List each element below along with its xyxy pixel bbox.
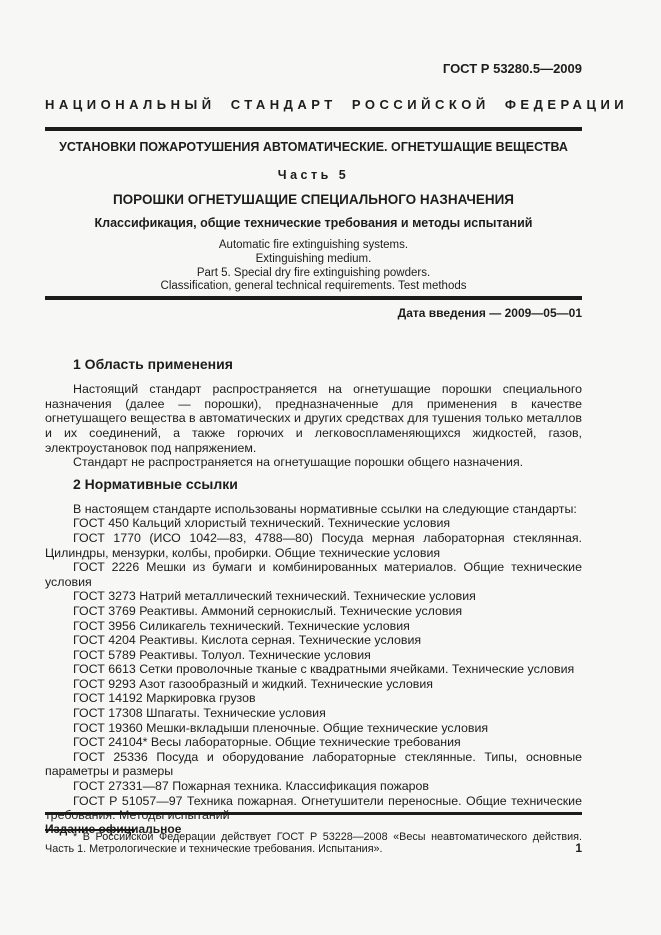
- effective-date: Дата введения — 2009—05—01: [397, 306, 582, 321]
- reference-item: ГОСТ 17308 Шпагаты. Технические условия: [73, 706, 326, 721]
- reference-item: ГОСТ 1770 (ИСО 1042—83, 4788—80) Посуда мерная лабораторная стеклянная. Цилиндры, мензурки, колбы, пробирки. Общие технические условия: [45, 530, 582, 560]
- english-title-line: Part 5. Special dry fire extinguishing powders.: [196, 266, 431, 279]
- reference-item: ГОСТ Р 51057—97 Техника пожарная. Огнетушители переносные. Общие технические требования. Методы испытаний: [45, 793, 582, 823]
- part-label: Часть 5: [277, 168, 350, 182]
- section-1-paragraph: Настоящий стандарт распространяется на огнетушащие порошки специального назначения (далее — порошки), предназначенные для применения в качестве огнетушащего вещества в автоматических и других средствах для тушения только металлов и их соединений, а также горючих и легковоспламеняющихся жидкостей, газов, электроустановок под напряжением.: [45, 382, 582, 455]
- document-subtitle: ПОРОШКИ ОГНЕТУШАЩИЕ СПЕЦИАЛЬНОГО НАЗНАЧЕНИЯ: [112, 192, 515, 207]
- reference-item: ГОСТ 3273 Натрий металлический технический. Технические условия: [73, 589, 476, 604]
- english-title-line: Automatic fire extinguishing systems.: [218, 239, 409, 251]
- reference-item: ГОСТ 450 Кальций хлористый технический. Технические условия: [73, 516, 451, 531]
- doc-number: ГОСТ Р 53280.5—2009: [442, 61, 582, 76]
- edition-note: Издание официальное: [45, 822, 182, 836]
- english-title-line: Classification, general technical requirements. Test methods: [160, 280, 467, 293]
- section-2-intro: В настоящем стандарте использованы нормативные ссылки на следующие стандарты:: [73, 501, 577, 516]
- section-1-paragraph: Стандарт не распространяется на огнетушащие порошки общего назначения.: [73, 455, 524, 470]
- reference-item: ГОСТ 3769 Реактивы. Аммоний сернокислый. Технические условия: [73, 603, 463, 618]
- reference-item: ГОСТ 24104* Весы лабораторные. Общие технические требования: [73, 735, 461, 750]
- page-number: 1: [575, 841, 582, 855]
- reference-item: ГОСТ 9293 Азот газообразный и жидкий. Технические условия: [73, 676, 433, 691]
- document-subsubtitle: Классификация, общие технические требования и методы испытаний: [94, 216, 533, 230]
- section-1-heading: 1 Область применения: [73, 356, 233, 373]
- section-2-heading: 2 Нормативные ссылки: [73, 475, 238, 492]
- section-1-body: [45, 382, 582, 470]
- reference-item: ГОСТ 5789 Реактивы. Толуол. Технические условия: [73, 647, 371, 662]
- english-title-line: Extinguishing medium.: [255, 252, 372, 265]
- reference-item: ГОСТ 3956 Силикагель технический. Технические условия: [73, 618, 410, 633]
- header-rule: [45, 127, 582, 131]
- title-bottom-rule: [45, 296, 582, 300]
- reference-item: ГОСТ 14192 Маркировка грузов: [73, 691, 256, 706]
- standard-designation: НАЦИОНАЛЬНЫЙ СТАНДАРТ РОССИЙСКОЙ ФЕДЕРАЦИИ: [45, 97, 629, 112]
- reference-item: ГОСТ 4204 Реактивы. Кислота серная. Технические условия: [73, 633, 422, 648]
- reference-item: ГОСТ 25336 Посуда и оборудование лабораторные стеклянные. Типы, основные параметры и размеры: [45, 749, 582, 779]
- document-title: УСТАНОВКИ ПОЖАРОТУШЕНИЯ АВТОМАТИЧЕСКИЕ. ОГНЕТУШАЩИЕ ВЕЩЕСТВА: [59, 140, 568, 154]
- reference-item: ГОСТ 19360 Мешки-вкладыши пленочные. Общие технические условия: [73, 720, 489, 735]
- reference-item: ГОСТ 27331—87 Пожарная техника. Классификация пожаров: [73, 779, 429, 794]
- reference-item: ГОСТ 2226 Мешки из бумаги и комбинированных материалов. Общие технические условия: [45, 560, 582, 589]
- footnote-text: * В Российской Федерации действует ГОСТ Р 53228—2008 «Весы неавтоматического действия. Часть 1. Метрологические и технические требования. Испытания».: [45, 830, 582, 856]
- english-title-block: [45, 239, 582, 294]
- footer-rule: [45, 812, 582, 815]
- reference-item: ГОСТ 6613 Сетки проволочные тканые с квадратными ячейками. Технические условия: [73, 662, 575, 677]
- section-2-body: [45, 502, 582, 823]
